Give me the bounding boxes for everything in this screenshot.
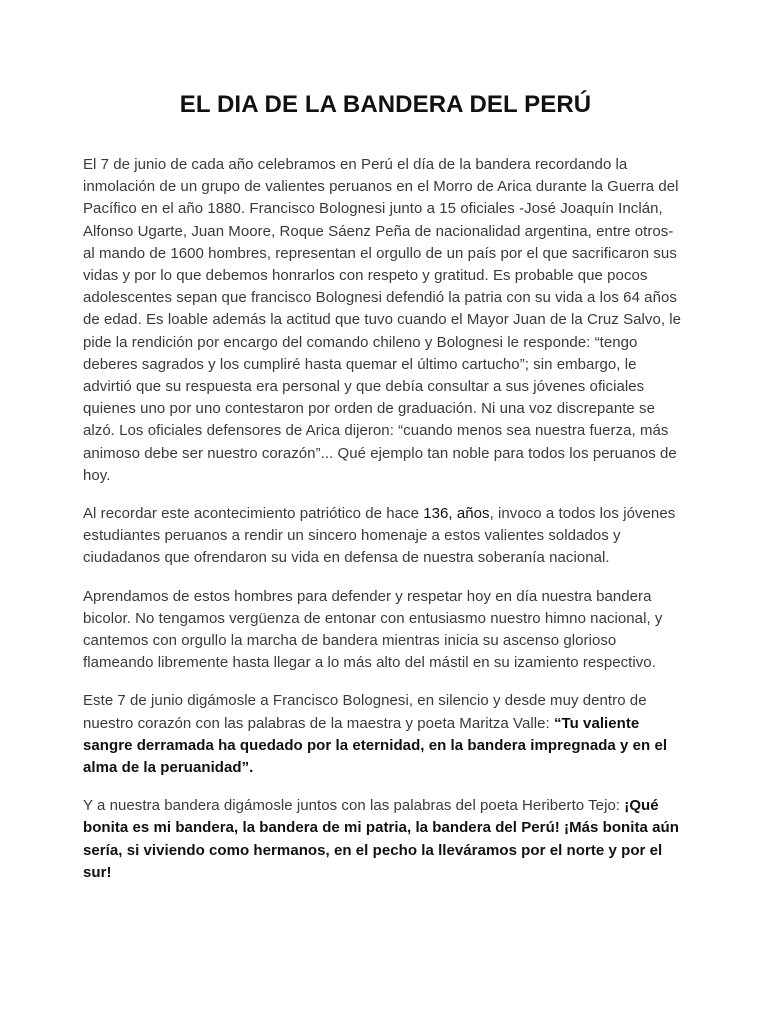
maritza-valle-quote: “Tu valiente sangre derramada ha quedado por la eternidad, en la bandera impregnada y en el alma de la peruanidad”. (83, 714, 668, 777)
paragraph-2-after: , invoco a todos los jóvenes estudiantes peruanos a rendir un sincero homenaje a estos valientes soldados y ciudadanos que ofrendaron su vida en defensa de nuestra soberanía nacional. (83, 505, 676, 567)
paragraph-5 (83, 795, 688, 884)
paragraph-4 (83, 690, 688, 779)
paragraph-5-before: Y a nuestra bandera digámosle juntos con las palabras del poeta Heriberto Tejo: (83, 797, 625, 815)
paragraph-2 (83, 503, 688, 570)
paragraph-4-before: Este 7 de junio digámosle a Francisco Bolognesi, en silencio y desde muy dentro de nuestro corazón con las palabras de la maestra y poeta Maritza Valle: (83, 692, 647, 732)
years-reference: 136, años (423, 505, 490, 523)
paragraph-3: Aprendamos de estos hombres para defender y respetar hoy en día nuestra bandera bicolor. No tengamos vergüenza de entonar con entusiasmo nuestro himno nacional, y cantemos con orgullo la marcha de bandera mientras inicia su ascenso glorioso flameando libremente hasta llegar a lo más alto del mástil en su izamiento respectivo. (83, 587, 663, 672)
heriberto-tejo-quote: ¡Qué bonita es mi bandera, la bandera de mi patria, la bandera del Perú! ¡Más bonita aún sería, si viviendo como hermanos, en el pecho la lleváramos por el norte y por el sur! (83, 797, 679, 881)
document-page (83, 0, 688, 884)
paragraph-2-before: Al recordar este acontecimiento patriótico de hace (83, 505, 424, 523)
document-title: EL DIA DE LA BANDERA DEL PERÚ (179, 91, 592, 118)
paragraph-1: El 7 de junio de cada año celebramos en Perú el día de la bandera recordando la inmolación de un grupo de valientes peruanos en el Morro de Arica durante la Guerra del Pacífico en el año 1880. Francisco Bolognesi junto a 15 oficiales -José Joaquín Inclán, Alfonso Ugarte, Juan Moore, Roque Sáenz Peña de nacionalidad argentina, entre otros- al mando de 1600 hombres, representan el orgullo de un país por el que sacrificaron sus vidas y por lo que debemos honrarlos con respeto y gratitud. Es probable que pocos adolescentes sepan que francisco Bolognesi defendió la patria con su vida a los 64 años de edad. Es loable además la actitud que tuvo cuando el Mayor Juan de la Cruz Salvo, le pide la rendición por encargo del comando chileno y Bolognesi le responde: “tengo deberes sagrados y los cumpliré hasta quemar el último cartucho”; sin embargo, le advirtió que su respuesta era personal y que debía consultar a sus jóvenes oficiales quienes uno por uno contestaron por orden de graduación. Ni una voz discrepante se alzó. Los oficiales defensores de Arica dijeron: “cuando menos sea nuestra fuerza, más animoso debe ser nuestro corazón”... Qué ejemplo tan noble para todos los peruanos de hoy. (83, 156, 682, 484)
